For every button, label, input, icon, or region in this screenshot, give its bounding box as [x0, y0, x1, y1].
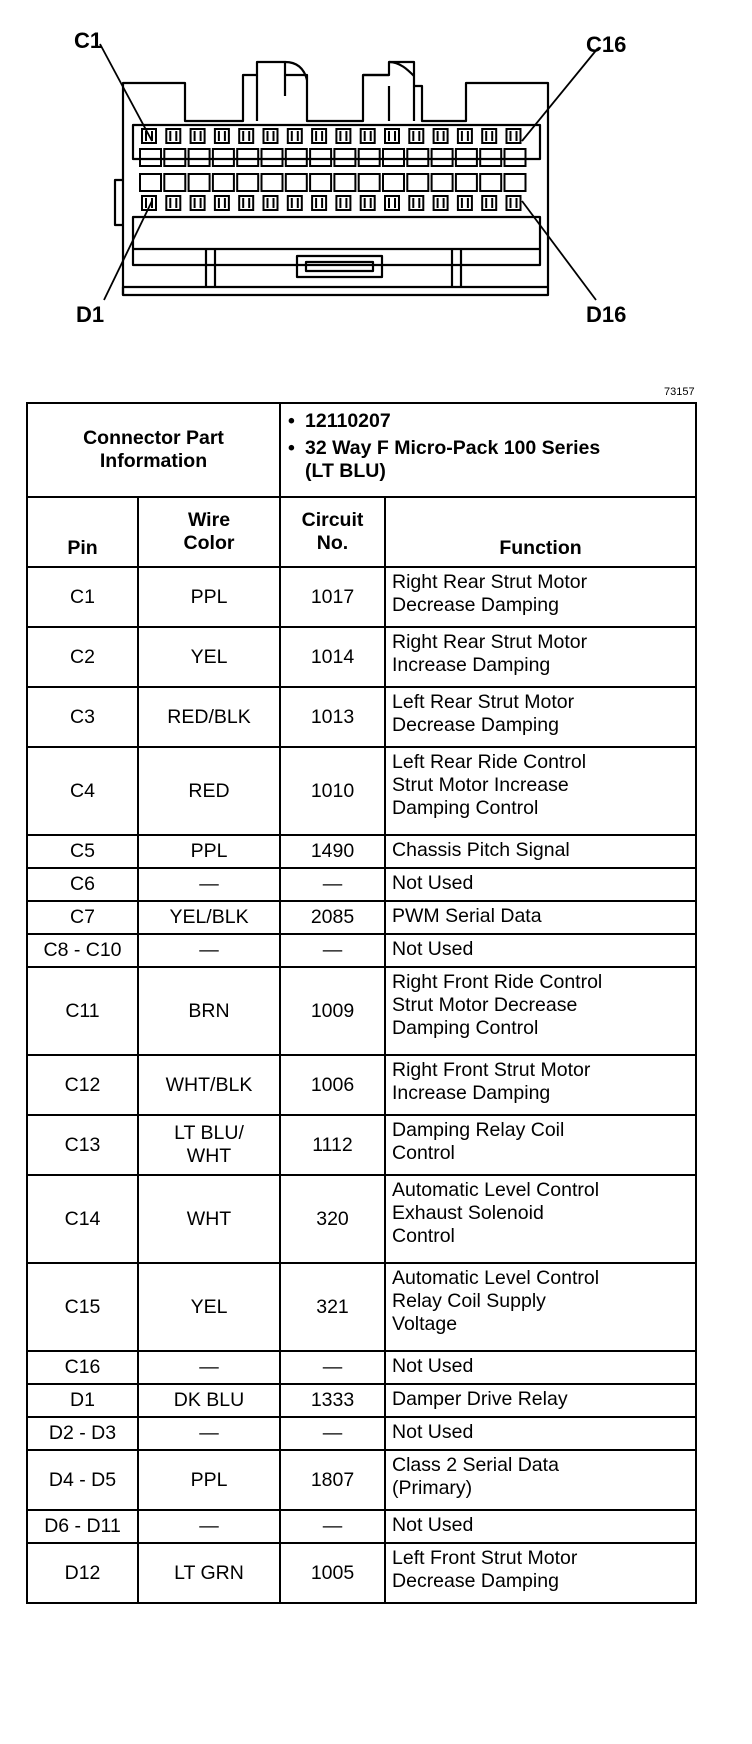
label-d16: D16	[586, 302, 627, 327]
cavity-d	[189, 174, 210, 191]
circuit-cell: 320	[280, 1175, 385, 1263]
circuit-cell: 1112	[280, 1115, 385, 1175]
leader-line-c16	[522, 48, 598, 141]
cavity-d	[456, 174, 477, 191]
cavity-d	[286, 174, 307, 191]
header-function: Function	[385, 497, 696, 567]
terminal-cavity-c	[482, 129, 496, 143]
function-cell: Not Used	[385, 934, 696, 967]
pin-cell: D2 - D3	[27, 1417, 138, 1450]
connector-info-label: Connector Part Information	[27, 403, 280, 497]
wire-color-cell: DK BLU	[138, 1384, 280, 1417]
table-row	[27, 901, 696, 934]
circuit-cell: 1010	[280, 747, 385, 835]
cavity-c	[237, 149, 258, 166]
wire-color-cell: RED/BLK	[138, 687, 280, 747]
terminal-cavity-c	[264, 129, 278, 143]
leader-line-c1	[100, 44, 152, 141]
circuit-cell: —	[280, 1510, 385, 1543]
cavity-c	[213, 149, 234, 166]
circuit-cell: 1013	[280, 687, 385, 747]
connector-diagram	[0, 0, 752, 400]
circuit-cell: 1006	[280, 1055, 385, 1115]
header-wire-color: Wire Color	[138, 497, 280, 567]
wire-color-cell: —	[138, 934, 280, 967]
function-cell: Class 2 Serial Data (Primary)	[385, 1450, 696, 1510]
pin-cell: C7	[27, 901, 138, 934]
wire-color-cell: —	[138, 868, 280, 901]
function-cell: Right Front Ride Control Strut Motor Decrease Damping Control	[385, 967, 696, 1055]
circuit-cell: 1009	[280, 967, 385, 1055]
part-number: • 12110207	[305, 410, 691, 433]
terminal-cavity-c	[336, 129, 350, 143]
cavity-c	[189, 149, 210, 166]
terminal-cavity-d	[215, 196, 229, 210]
terminal-cavity-d	[191, 196, 205, 210]
terminal-cavity-c	[239, 129, 253, 143]
terminal-cavity-d	[166, 196, 180, 210]
circuit-cell: 1333	[280, 1384, 385, 1417]
table-row	[27, 627, 696, 687]
terminal-cavity-d	[458, 196, 472, 210]
wire-color-cell: PPL	[138, 567, 280, 627]
wire-color-cell: WHT	[138, 1175, 280, 1263]
cavity-c	[383, 149, 404, 166]
cavity-c	[407, 149, 428, 166]
function-cell: Left Rear Ride Control Strut Motor Increase Damping Control	[385, 747, 696, 835]
cavity-d	[213, 174, 234, 191]
connector-info-row	[27, 403, 696, 497]
function-cell: Automatic Level Control Relay Coil Supply Voltage	[385, 1263, 696, 1351]
terminal-cavity-d	[336, 196, 350, 210]
pin-cell: C11	[27, 967, 138, 1055]
circuit-cell: 1490	[280, 835, 385, 868]
circuit-cell: —	[280, 1351, 385, 1384]
circuit-cell: —	[280, 868, 385, 901]
cavity-c	[359, 149, 380, 166]
terminal-cavity-c	[288, 129, 302, 143]
header-circuit-no: Circuit No.	[280, 497, 385, 567]
table-row	[27, 1175, 696, 1263]
figure-number: 73157	[664, 386, 695, 398]
cavity-c	[310, 149, 331, 166]
cavity-c	[334, 149, 355, 166]
pin-cell: C5	[27, 835, 138, 868]
cavity-d	[383, 174, 404, 191]
pin-cell: D4 - D5	[27, 1450, 138, 1510]
table-row	[27, 1115, 696, 1175]
pin-cell: D12	[27, 1543, 138, 1603]
cavity-d	[480, 174, 501, 191]
table-row	[27, 1263, 696, 1351]
table-row	[27, 747, 696, 835]
function-cell: Not Used	[385, 1417, 696, 1450]
pin-cell: D1	[27, 1384, 138, 1417]
pin-cell: C12	[27, 1055, 138, 1115]
table-row	[27, 687, 696, 747]
label-c16: C16	[586, 32, 627, 57]
terminal-cavity-d	[239, 196, 253, 210]
pin-cell: C14	[27, 1175, 138, 1263]
cavity-d	[432, 174, 453, 191]
connector-info-list	[281, 404, 695, 493]
wire-color-cell: WHT/BLK	[138, 1055, 280, 1115]
table-row	[27, 1055, 696, 1115]
terminal-cavity-c	[191, 129, 205, 143]
pin-cell: C3	[27, 687, 138, 747]
wire-color-cell: BRN	[138, 967, 280, 1055]
terminal-cavity-c	[507, 129, 521, 143]
cavity-c	[480, 149, 501, 166]
terminal-cavity-c	[215, 129, 229, 143]
cavity-c	[140, 149, 161, 166]
terminal-cavity-c	[361, 129, 375, 143]
circuit-cell: 1005	[280, 1543, 385, 1603]
function-cell: Right Rear Strut Motor Decrease Damping	[385, 567, 696, 627]
wire-color-cell: YEL	[138, 627, 280, 687]
wire-color-cell: YEL/BLK	[138, 901, 280, 934]
terminal-cavity-c	[434, 129, 448, 143]
cavity-d	[334, 174, 355, 191]
wire-color-cell: LT BLU/ WHT	[138, 1115, 280, 1175]
terminal-cavity-c	[458, 129, 472, 143]
terminal-cavity-d	[312, 196, 326, 210]
cavity-c	[286, 149, 307, 166]
pin-cell: C6	[27, 868, 138, 901]
function-cell: Right Rear Strut Motor Increase Damping	[385, 627, 696, 687]
wire-color-cell: —	[138, 1351, 280, 1384]
terminal-cavity-d	[482, 196, 496, 210]
cavity-d	[505, 174, 526, 191]
wire-color-cell: RED	[138, 747, 280, 835]
function-cell: Not Used	[385, 1510, 696, 1543]
pin-cell: C1	[27, 567, 138, 627]
cavity-d	[310, 174, 331, 191]
circuit-cell: 1014	[280, 627, 385, 687]
terminal-cavity-d	[507, 196, 521, 210]
circuit-cell: 1017	[280, 567, 385, 627]
cavity-c	[456, 149, 477, 166]
column-header-row	[27, 497, 696, 567]
terminal-cavity-c	[385, 129, 399, 143]
table-row	[27, 835, 696, 868]
terminal-cavity-c	[312, 129, 326, 143]
pin-cavities	[140, 129, 526, 210]
table-row	[27, 1450, 696, 1510]
circuit-cell: —	[280, 1417, 385, 1450]
table-row	[27, 1351, 696, 1384]
wire-color-cell: LT GRN	[138, 1543, 280, 1603]
function-cell: Damping Relay Coil Control	[385, 1115, 696, 1175]
cavity-d	[359, 174, 380, 191]
circuit-cell: 2085	[280, 901, 385, 934]
function-cell: Left Rear Strut Motor Decrease Damping	[385, 687, 696, 747]
cavity-d	[262, 174, 283, 191]
function-cell: Not Used	[385, 1351, 696, 1384]
pin-cell: C2	[27, 627, 138, 687]
header-pin: Pin	[27, 497, 138, 567]
function-cell: Right Front Strut Motor Increase Damping	[385, 1055, 696, 1115]
cavity-c	[164, 149, 185, 166]
table-row	[27, 868, 696, 901]
pin-cell: C15	[27, 1263, 138, 1351]
terminal-cavity-d	[409, 196, 423, 210]
pin-cell: C8 - C10	[27, 934, 138, 967]
function-cell: Left Front Strut Motor Decrease Damping	[385, 1543, 696, 1603]
wire-color-cell: YEL	[138, 1263, 280, 1351]
cavity-d	[164, 174, 185, 191]
circuit-cell: 1807	[280, 1450, 385, 1510]
table-row	[27, 1543, 696, 1603]
pin-cell: D6 - D11	[27, 1510, 138, 1543]
cavity-d	[140, 174, 161, 191]
circuit-cell: —	[280, 934, 385, 967]
connector-housing	[123, 62, 548, 295]
function-cell: Automatic Level Control Exhaust Solenoid Control	[385, 1175, 696, 1263]
pin-cell: C4	[27, 747, 138, 835]
wire-color-cell: PPL	[138, 835, 280, 868]
wire-color-cell: —	[138, 1417, 280, 1450]
table-row	[27, 1510, 696, 1543]
terminal-cavity-d	[361, 196, 375, 210]
cavity-d	[407, 174, 428, 191]
terminal-cavity-c	[166, 129, 180, 143]
label-d1: D1	[76, 302, 105, 327]
cavity-c	[505, 149, 526, 166]
function-cell: Chassis Pitch Signal	[385, 835, 696, 868]
leader-line-d16	[522, 201, 596, 300]
terminal-cavity-d	[434, 196, 448, 210]
cavity-d	[237, 174, 258, 191]
pin-cell: C13	[27, 1115, 138, 1175]
wire-color-cell: —	[138, 1510, 280, 1543]
connector-description: • 32 Way F Micro-Pack 100 Series (LT BLU)	[305, 437, 691, 483]
function-cell: Not Used	[385, 868, 696, 901]
table-row	[27, 967, 696, 1055]
wire-color-cell: PPL	[138, 1450, 280, 1510]
pin-cell: C16	[27, 1351, 138, 1384]
terminal-cavity-d	[385, 196, 399, 210]
function-cell: PWM Serial Data	[385, 901, 696, 934]
terminal-cavity-d	[288, 196, 302, 210]
function-cell: Damper Drive Relay	[385, 1384, 696, 1417]
terminal-cavity-c	[409, 129, 423, 143]
circuit-cell: 321	[280, 1263, 385, 1351]
cavity-c	[432, 149, 453, 166]
connector-info-details	[280, 403, 696, 497]
pinout-table	[26, 402, 697, 1604]
terminal-cavity-d	[264, 196, 278, 210]
leader-line-d1	[104, 201, 152, 300]
label-c1: C1	[74, 28, 103, 53]
table-row	[27, 934, 696, 967]
table-row	[27, 1384, 696, 1417]
table-row	[27, 567, 696, 627]
cavity-c	[262, 149, 283, 166]
table-row	[27, 1417, 696, 1450]
